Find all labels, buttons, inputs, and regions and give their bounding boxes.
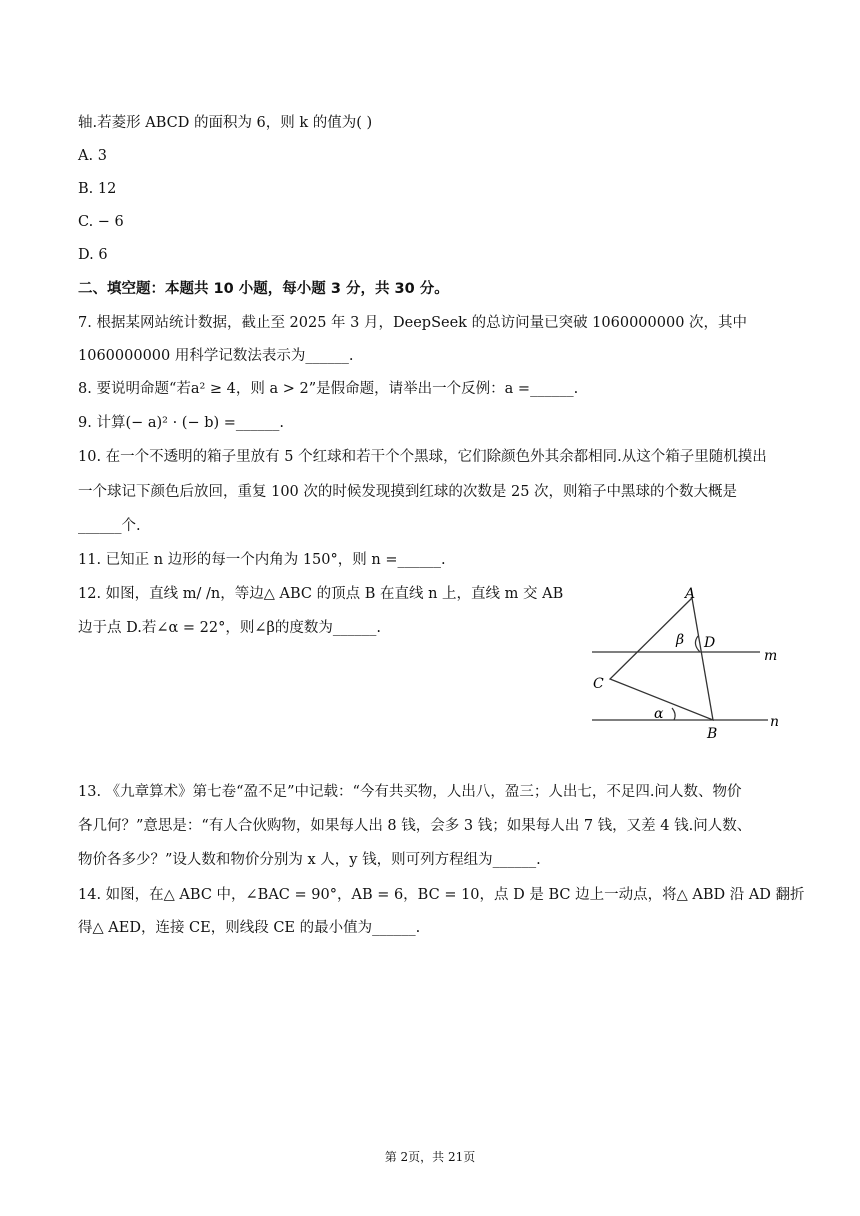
label-b: B (707, 726, 718, 742)
q11: 11. 已知正 n 边形的每一个内角为 150°，则 n =______. (78, 552, 446, 568)
label-n: n (770, 714, 780, 730)
q13-line1: 13. 《九章算术》第七卷“盈不足”中记载：“今有共买物，人出八，盈三；人出七，不足四.问人数、物价 (78, 784, 742, 800)
q13-line2: 各几何？”意思是：“有人合伙购物，如果每人出 8 钱，会多 3 钱；如果每人出 7 钱，又差 4 钱.问人数、 (78, 818, 752, 834)
label-beta: β (676, 632, 685, 648)
text-line-1: 轴.若菱形 ABCD 的面积为 6，则 k 的值为( ) (78, 115, 373, 131)
q10-line2: 一个球记下颜色后放回，重复 100 次的时候发现摸到红球的次数是 25 次，则箱子中黑球的个数大概是 (78, 484, 738, 500)
triangle-abc (610, 598, 716, 720)
label-c: C (593, 676, 604, 692)
q12-line1: 12. 如图，直线 m/ /n，等边△ ABC 的顶点 B 在直线 n 上，直线 m 交 AB (78, 586, 564, 602)
section-heading: 二、填空题：本题共 10 小题，每小题 3 分，共 30 分。 (78, 281, 449, 297)
option-a: A. 3 (78, 148, 107, 164)
label-alpha: α (654, 706, 664, 722)
q10-line3: ______个. (78, 518, 141, 534)
q12-line2: 边于点 D.若∠α = 22°，则∠β的度数为______. (78, 620, 381, 636)
option-c: C. − 6 (78, 214, 124, 230)
q7-line1: 7. 根据某网站统计数据，截止至 2025 年 3 月，DeepSeek 的总访问量已突破 1060000000 次，其中 (78, 315, 748, 331)
q9: 9. 计算(− a)² · (− b) =______. (78, 415, 285, 431)
geometry-figure (580, 584, 780, 744)
q7-line2: 1060000000 用科学记数法表示为______. (78, 348, 354, 364)
option-b: B. 12 (78, 181, 117, 197)
q10-line1: 10. 在一个不透明的箱子里放有 5 个红球和若干个个黑球，它们除颜色外其余都相同.从这个箱子里随机摸出 (78, 449, 767, 465)
label-a: A (685, 586, 696, 602)
page-footer: 第 2页，共 21页 (384, 1150, 476, 1164)
q8: 8. 要说明命题“若a² ≥ 4，则 a > 2”是假命题，请举出一个反例：a =______. (78, 381, 579, 397)
q13-line3: 物价各多少？”设人数和物价分别为 x 人，y 钱，则可列方程组为______. (78, 852, 541, 868)
option-d: D. 6 (78, 247, 108, 263)
label-d: D (704, 635, 716, 651)
label-m: m (764, 648, 778, 664)
q14-line2: 得△ AED，连接 CE，则线段 CE 的最小值为______. (78, 920, 421, 936)
q14-line1: 14. 如图，在△ ABC 中，∠BAC = 90°，AB = 6，BC = 10，点 D 是 BC 边上一动点，将△ ABD 沿 AD 翻折 (78, 887, 805, 903)
angle-alpha-arc (672, 708, 675, 720)
